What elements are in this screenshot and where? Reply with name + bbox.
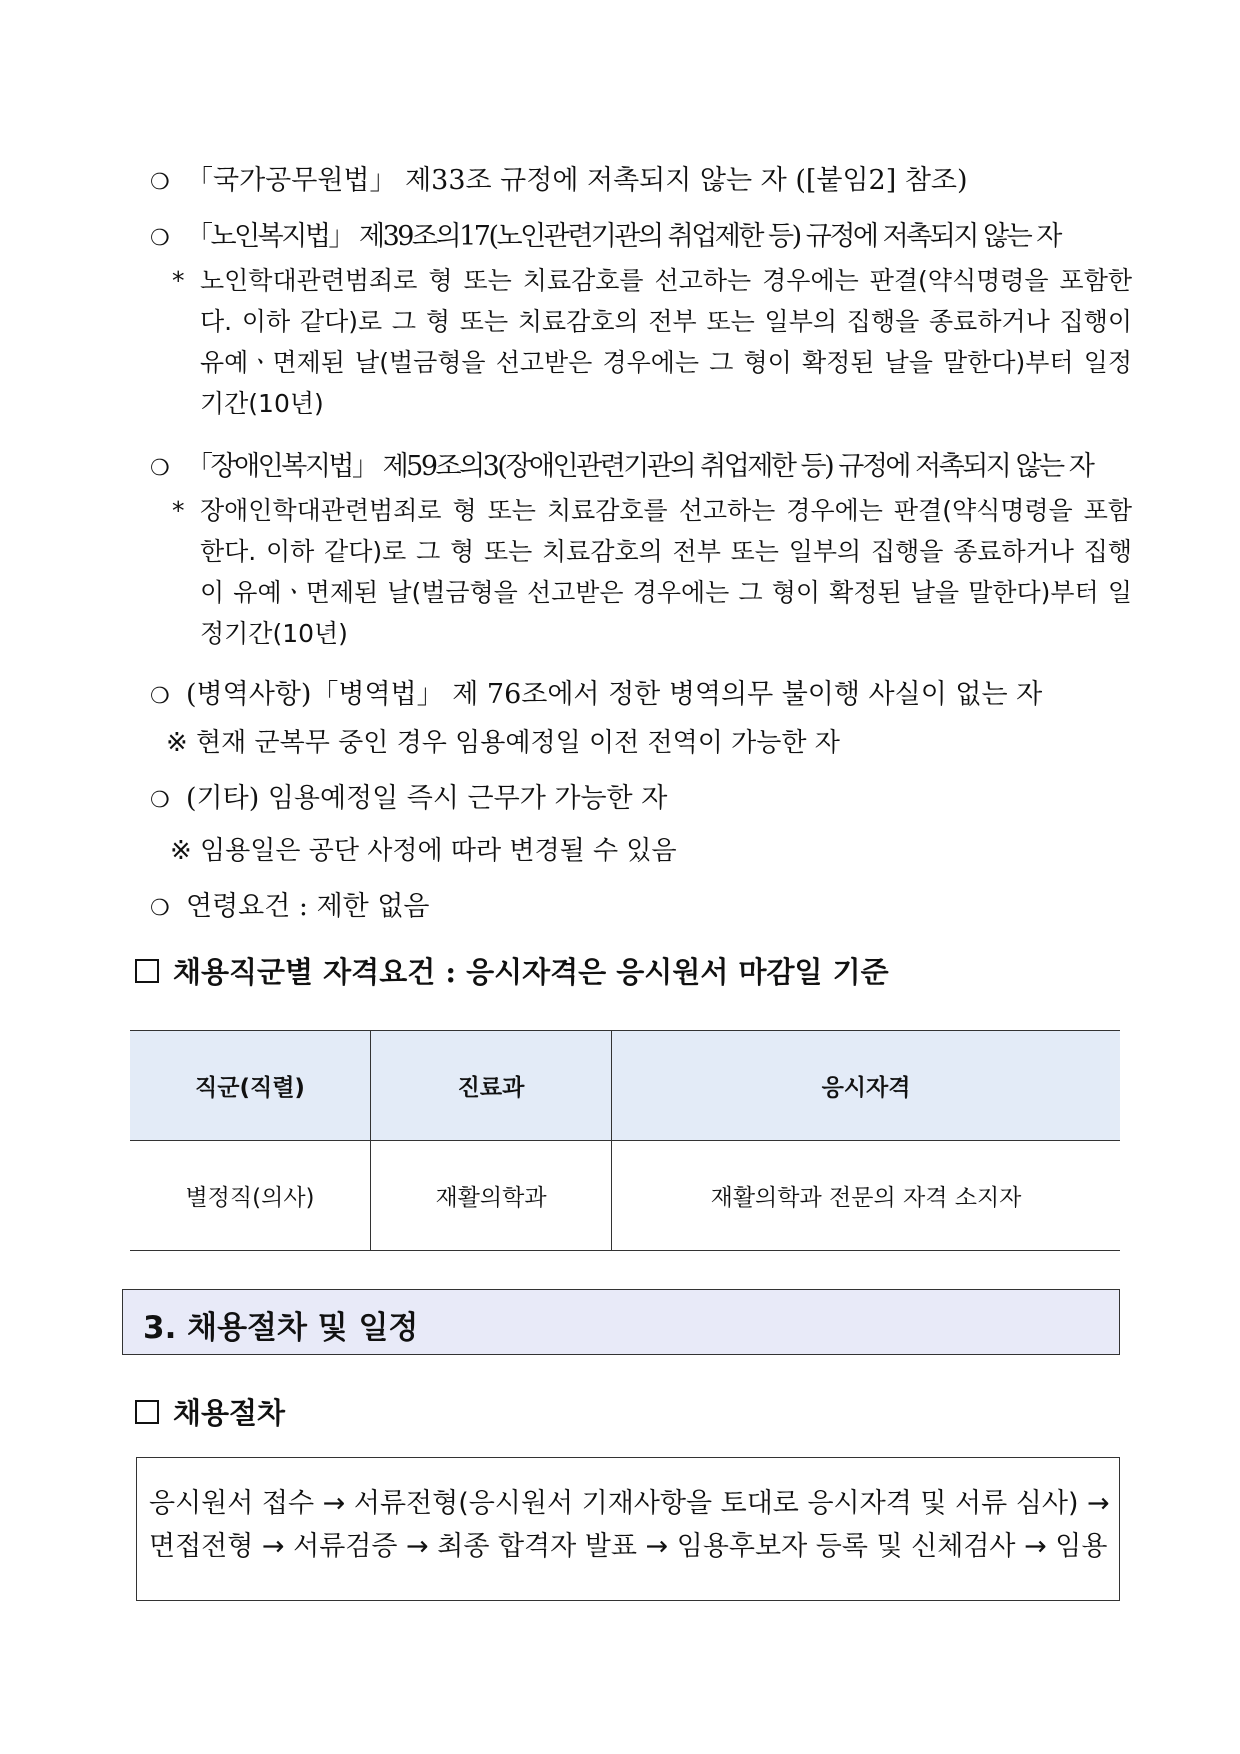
requirement-item-6 xyxy=(150,884,1130,923)
heading-text: 채용직군별 자격요건 : 응시자격은 응시원서 마감일 기준 xyxy=(173,955,889,989)
checkbox-square-icon xyxy=(135,1400,159,1424)
checkbox-square-icon xyxy=(135,959,159,983)
note-text: 노인학대관련범죄로 형 또는 치료감호를 선고하는 경우에는 판결(약식명령을 포함한다. 이하 같다)로 그 형 또는 치료감호의 전부 또는 일부의 집행을 종료하거나 집행이 유예ㆍ면제된 날(벌금형을 선고받은 경우에는 그 형이 확정된 날을 말한다)부터 일정기간(10년) xyxy=(200,266,1132,418)
requirement-note-5: ※ 임용일은 공단 사정에 따라 변경될 수 있음 xyxy=(170,836,677,866)
heading-text: 채용절차 xyxy=(173,1396,286,1430)
requirement-note-3 xyxy=(172,490,1132,654)
table-row xyxy=(130,1141,1120,1251)
column-header-job-group: 직군(직렬) xyxy=(130,1031,371,1141)
bullet-icon: ❍ xyxy=(150,896,170,921)
requirement-note-2 xyxy=(172,260,1132,424)
note-text: 장애인학대관련범죄로 형 또는 치료감호를 선고하는 경우에는 판결(약식명령을 포함한다. 이하 같다)로 그 형 또는 치료감호의 전부 또는 일부의 집행을 종료하거나 집행이 유예ㆍ면제된 날(벌금형을 선고받은 경우에는 그 형이 확정된 날을 말한다)부터 일정기간(10년) xyxy=(200,496,1132,648)
requirement-item-5 xyxy=(150,776,1130,815)
requirement-text: 연령요건 : 제한 없음 xyxy=(186,891,430,922)
asterisk-marker: * xyxy=(172,496,185,525)
bullet-icon: ❍ xyxy=(150,684,170,709)
requirement-text: 「노인복지법」 제39조의17(노인관련기관의 취업제한 등) 규정에 저촉되지 않는 자 xyxy=(186,221,1060,252)
flow-line-2: 면접전형 → 서류검증 → 최종 합격자 발표 → 임용후보자 등록 및 신체검사 → 임용 xyxy=(149,1531,1108,1562)
column-header-department: 진료과 xyxy=(371,1031,612,1141)
bullet-icon: ❍ xyxy=(150,788,170,813)
bullet-icon: ❍ xyxy=(150,456,170,481)
cell-qualification: 재활의학과 전문의 자격 소지자 xyxy=(612,1141,1121,1251)
section-title-bar xyxy=(122,1289,1120,1355)
qualifications-table xyxy=(130,1030,1120,1251)
qualifications-heading xyxy=(135,950,889,991)
requirement-text: (기타) 임용예정일 즉시 근무가 가능한 자 xyxy=(186,783,668,814)
requirement-note-4: ※ 현재 군복무 중인 경우 임용예정일 이전 전역이 가능한 자 xyxy=(166,728,840,758)
requirement-item-2 xyxy=(150,214,1130,253)
requirement-item-1 xyxy=(150,158,1130,197)
requirement-text: (병역사항)「병역법」 제 76조에서 정한 병역의무 불이행 사실이 없는 자 xyxy=(186,679,1043,710)
bullet-icon: ❍ xyxy=(150,226,170,251)
procedure-heading xyxy=(135,1391,285,1432)
column-header-qualification: 응시자격 xyxy=(612,1031,1121,1141)
section-title: 3. 채용절차 및 일정 xyxy=(143,1310,419,1346)
requirement-item-3 xyxy=(150,444,1130,483)
requirement-text: 「국가공무원법」 제33조 규정에 저촉되지 않는 자 ([붙임2] 참조) xyxy=(186,165,968,196)
cell-job-group: 별정직(의사) xyxy=(130,1141,371,1251)
requirement-text: 「장애인복지법」 제59조의3(장애인관련기관의 취업제한 등) 규정에 저촉되지 않는 자 xyxy=(186,451,1093,482)
procedure-flow-box xyxy=(136,1457,1120,1601)
requirement-item-4 xyxy=(150,672,1130,711)
cell-department: 재활의학과 xyxy=(371,1141,612,1251)
bullet-icon: ❍ xyxy=(150,170,170,195)
asterisk-marker: * xyxy=(172,266,185,295)
flow-line-1: 응시원서 접수 → 서류전형(응시원서 기재사항을 토대로 응시자격 및 서류 심사) → xyxy=(149,1488,1110,1519)
table-header-row xyxy=(130,1031,1120,1141)
